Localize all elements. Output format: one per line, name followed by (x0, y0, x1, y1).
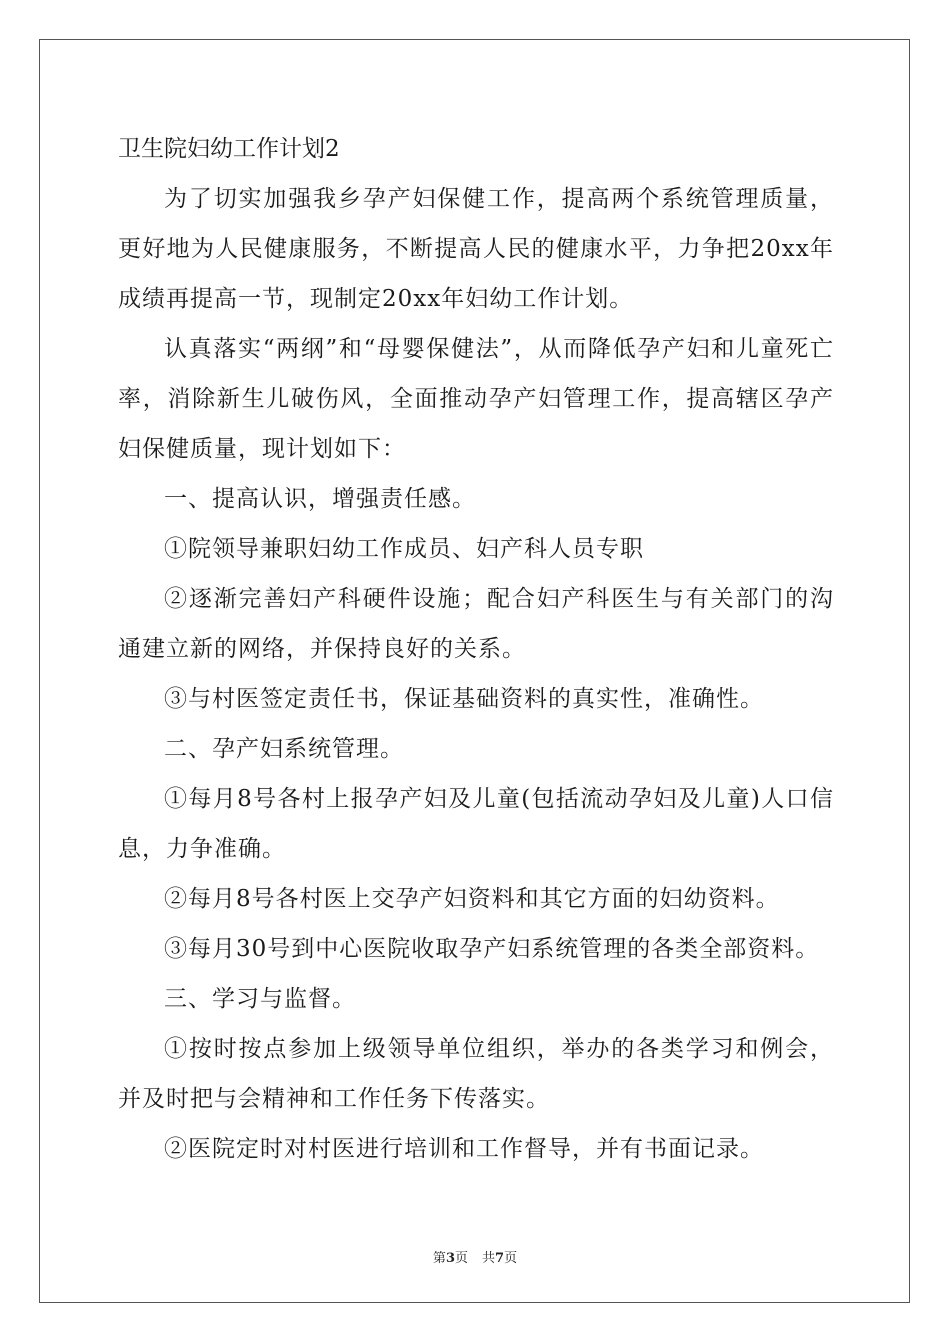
page-footer (0, 1247, 950, 1266)
paragraph: 为了切实加强我乡孕产妇保健工作，提高两个系统管理质量，更好地为人民健康服务，不断提高人民的健康水平，力争把20xx年成绩再提高一节，现制定20xx年妇幼工作计划。 (118, 186, 834, 312)
list-item: ②逐渐完善妇产科硬件设施；配合妇产科医生与有关部门的沟通建立新的网络，并保持良好的关系。 (118, 586, 834, 662)
paragraph: 认真落实“两纲”和“母婴保健法”，从而降低孕产妇和儿童死亡率，消除新生儿破伤风，全面推动孕产妇管理工作，提高辖区孕产妇保健质量，现计划如下： (118, 336, 834, 462)
page-total: 7 (495, 1251, 505, 1266)
document-body (118, 124, 834, 1174)
section-heading: 二、孕产妇系统管理。 (164, 736, 404, 762)
section-heading: 一、提高认识，增强责任感。 (164, 486, 476, 512)
list-item: ③每月30号到中心医院收取孕产妇系统管理的各类全部资料。 (164, 936, 820, 962)
list-item: ②每月8号各村医上交孕产妇资料和其它方面的妇幼资料。 (164, 886, 780, 912)
total-prefix: 共 (482, 1251, 496, 1266)
page-prefix: 第 (432, 1251, 446, 1266)
page-suffix: 页 (454, 1251, 468, 1266)
page-current: 3 (445, 1251, 455, 1266)
list-item: ①每月8号各村上报孕产妇及儿童(包括流动孕妇及儿童)人口信息，力争准确。 (118, 786, 834, 862)
list-item: ②医院定时对村医进行培训和工作督导，并有书面记录。 (164, 1136, 764, 1162)
list-item: ③与村医签定责任书，保证基础资料的真实性，准确性。 (164, 686, 764, 712)
section-heading: 三、学习与监督。 (164, 986, 356, 1012)
total-suffix: 页 (504, 1251, 518, 1266)
document-title: 卫生院妇幼工作计划2 (118, 136, 340, 162)
list-item: ①按时按点参加上级领导单位组织，举办的各类学习和例会，并及时把与会精神和工作任务下传落实。 (118, 1036, 834, 1112)
list-item: ①院领导兼职妇幼工作成员、妇产科人员专职 (164, 536, 644, 562)
